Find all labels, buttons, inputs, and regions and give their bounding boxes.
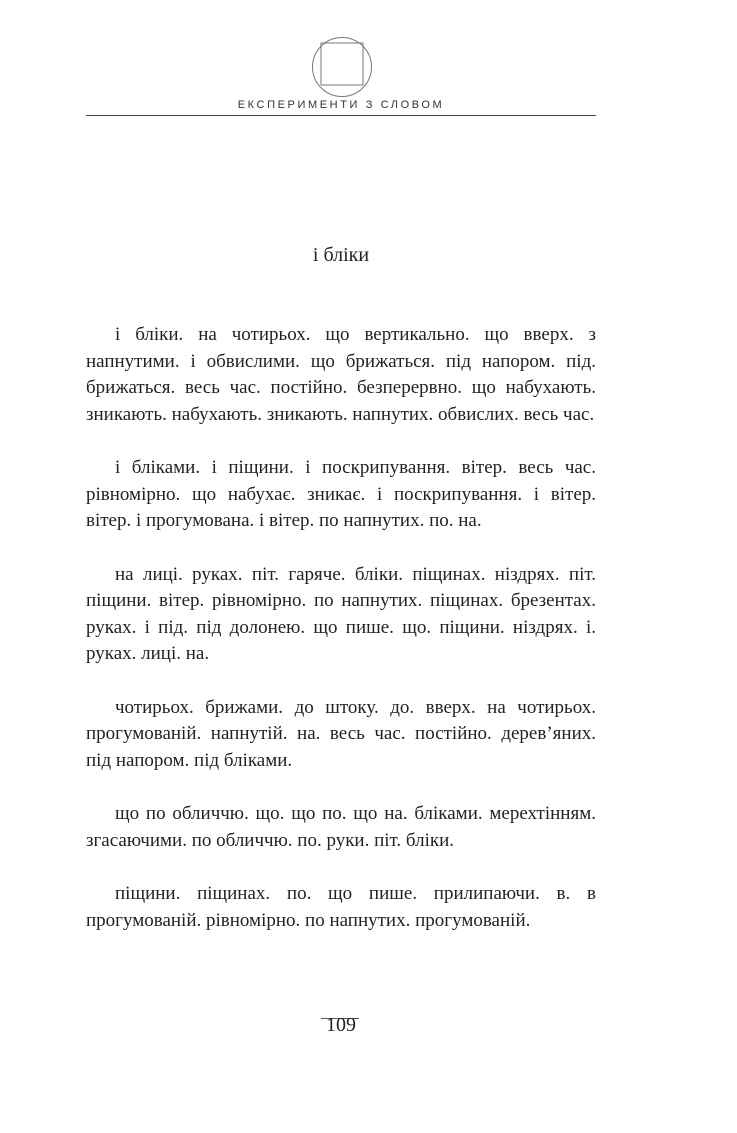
stanza-4: чотирьох. брижами. до штоку. до. вверх. на чотирьох. прогумованій. напнутій. на. весь час. постійно. дерев’яних. під напором. під бліками. [86, 696, 596, 771]
stanza-1: і бліки. на чотирьох. що вертикально. що вверх. з напнутими. і обвислими. що брижаться. під напором. під. брижаться. весь час. постійно. безперервно. що набухають. зникають. набухають. зникають. напнутих. обвислих. весь час. [86, 324, 596, 425]
stanza-5: що по обличчю. що. що по. що на. бліками. мерехтінням. згасаючими. по обличчю. по. руки. піт. бліки. [86, 803, 596, 851]
stanza-6: піщини. піщинах. по. що пише. прилипаючи. в. в прогумованій. рівномірно. по напнутих. прогумованій. [86, 883, 596, 931]
poem-body [86, 322, 596, 961]
poem-title: і бліки [312, 244, 370, 266]
header-rule [86, 115, 596, 116]
page-number: 109 [326, 1014, 356, 1036]
running-head: ЕКСПЕРИМЕНТИ З СЛОВОМ [237, 99, 445, 111]
stanza-2: і бліками. і піщини. і поскрипування. вітер. весь час. рівномірно. що набухає. зникає. і поскрипування. і вітер. вітер. і прогумована. і вітер. по напнутих. по. на. [86, 457, 596, 531]
stanza-3: на лиці. руках. піт. гаряче. бліки. піщинах. ніздрях. піт. піщини. вітер. рівномірно. по напнутих. піщинах. брезентах. руках. і під. під долонею. що пише. що. піщини. ніздрях. і. руках. лиці. на. [86, 563, 596, 664]
circle-square-emblem-icon [311, 36, 373, 98]
